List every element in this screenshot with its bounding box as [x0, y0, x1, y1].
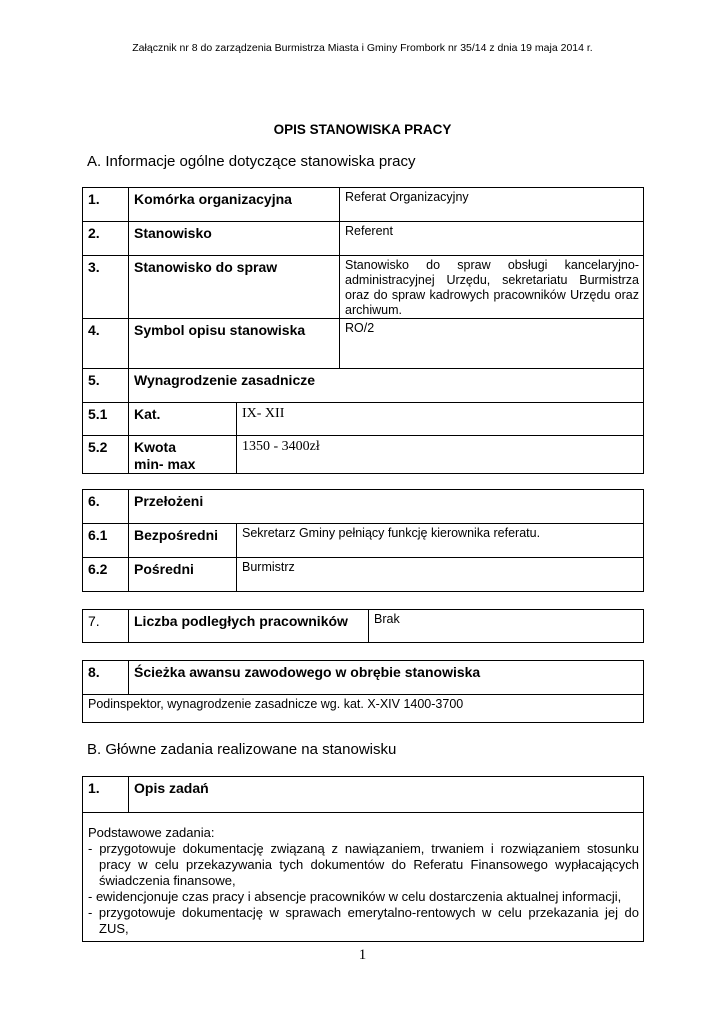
row-value: 1350 - 3400zł	[237, 436, 644, 474]
row-value: Referat Organizacyjny	[340, 188, 644, 222]
row-label: Przełożeni	[129, 490, 644, 524]
row-label: Liczba podległych pracowników	[129, 610, 369, 643]
table-row	[83, 188, 644, 222]
row-number: 6.2	[83, 558, 129, 592]
list-item: - przygotowuje dokumentację związaną z nawiązaniem, trwaniem i rozwiązaniem stosunku pracy w celu przekazywania tych dokumentów do Referatu Finansowego wypłacających świadczenia finansowe,	[88, 841, 639, 888]
table-row	[83, 813, 644, 942]
section-b-heading: B. Główne zadania realizowane na stanowisku	[87, 741, 397, 758]
subordinates-table	[82, 609, 644, 643]
table-row	[83, 524, 644, 558]
row-label: Symbol opisu stanowiska	[129, 319, 340, 369]
row-number: 1.	[83, 188, 129, 222]
row-number: 6.1	[83, 524, 129, 558]
table-row	[83, 695, 644, 723]
table-row	[83, 403, 644, 436]
list-item: - ewidencjonuje czas pracy i absencje pracowników w celu dostarczenia aktualnej informacji,	[88, 889, 622, 904]
list-item: - przygotowuje dokumentację w sprawach emerytalno-rentowych w celu przekazania jej do ZUS,	[88, 905, 639, 936]
row-number: 5.2	[83, 436, 129, 474]
tasks-table	[82, 776, 644, 942]
row-number: 1.	[83, 777, 129, 813]
table-row	[83, 436, 644, 474]
superiors-table	[82, 489, 644, 592]
row-label: Pośredni	[129, 558, 237, 592]
row-value: IX- XII	[237, 403, 644, 436]
table-row	[83, 777, 644, 813]
row-value: Burmistrz	[237, 558, 644, 592]
row-number: 4.	[83, 319, 129, 369]
row-number: 7.	[83, 610, 129, 643]
general-info-table	[82, 187, 644, 474]
section-a-heading: A. Informacje ogólne dotyczące stanowiska pracy	[87, 153, 416, 170]
document-title: OPIS STANOWISKA PRACY	[273, 122, 452, 137]
row-number: 5.1	[83, 403, 129, 436]
table-row	[83, 490, 644, 524]
row-value: Brak	[369, 610, 644, 643]
row-label: Bezpośredni	[129, 524, 237, 558]
row-label	[129, 436, 237, 474]
row-label: Stanowisko	[129, 222, 340, 256]
row-number: 6.	[83, 490, 129, 524]
row-label: Opis zadań	[129, 777, 644, 813]
row-value: Podinspektor, wynagrodzenie zasadnicze wg. kat. X-XIV 1400-3700	[83, 695, 644, 723]
row-value: Sekretarz Gminy pełniący funkcję kierownika referatu.	[237, 524, 644, 558]
row-value: RO/2	[340, 319, 644, 369]
row-label: Stanowisko do spraw	[129, 256, 340, 319]
tasks-content	[83, 813, 644, 942]
row-value: Referent	[340, 222, 644, 256]
row-label: Komórka organizacyjna	[129, 188, 340, 222]
tasks-intro: Podstawowe zadania:	[88, 825, 215, 840]
label-line: min- max	[134, 456, 196, 472]
table-row	[83, 222, 644, 256]
row-number: 8.	[83, 661, 129, 695]
label-line: Kwota	[134, 439, 176, 455]
header-note: Załącznik nr 8 do zarządzenia Burmistrza Miasta i Gminy Frombork nr 35/14 z dnia 19 maja 2014 r.	[132, 42, 593, 54]
row-label: Kat.	[129, 403, 237, 436]
table-row	[83, 319, 644, 369]
row-number: 2.	[83, 222, 129, 256]
row-number: 3.	[83, 256, 129, 319]
table-row	[83, 256, 644, 319]
table-row	[83, 661, 644, 695]
career-path-table	[82, 660, 644, 723]
table-row	[83, 558, 644, 592]
table-row	[83, 610, 644, 643]
row-value: Stanowisko do spraw obsługi kancelaryjno-administracyjnej Urzędu, sekretariatu Burmistrza oraz do spraw kadrowych pracowników Urzędu oraz archiwum.	[340, 256, 644, 319]
row-label: Wynagrodzenie zasadnicze	[129, 369, 644, 403]
row-number: 5.	[83, 369, 129, 403]
row-label: Ścieżka awansu zawodowego w obrębie stanowiska	[129, 661, 644, 695]
table-row	[83, 369, 644, 403]
page-number: 1	[358, 947, 367, 963]
